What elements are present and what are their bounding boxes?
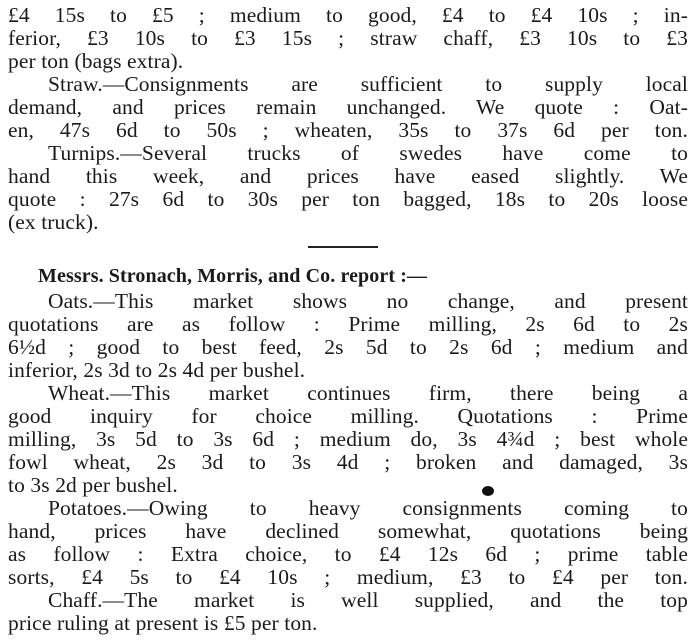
report-heading: Messrs. Stronach, Morris, and Co. report :—: [38, 265, 428, 287]
text-line: 6½d ; good to best feed, 2s 5d to 2s 6d ; medium and: [8, 335, 688, 359]
text-line: milling, 3s 5d to 3s 6d ; medium do, 3s 4¾d ; best whole: [8, 427, 688, 451]
paragraph-turnips: Turnips.—Several trucks of swedes have come to: [48, 141, 688, 165]
text-line: price ruling at present is £5 per ton.: [8, 611, 318, 635]
divider-rule: [308, 246, 378, 248]
text-line: sorts, £4 5s to £4 10s ; medium, £3 to £4 per ton.: [8, 565, 688, 589]
paragraph-wheat: Wheat.—This market continues firm, there being a: [48, 381, 688, 405]
section-divider: [8, 234, 688, 262]
text-line: (ex truck).: [8, 210, 99, 234]
paragraph-straw: Straw.—Consignments are sufficient to supply local: [48, 72, 688, 96]
text-line: quotations are as follow : Prime milling, 2s 6d to 2s: [8, 312, 688, 336]
text-line: hand, prices have declined somewhat, quotations being: [8, 519, 688, 543]
paragraph-potatoes: Potatoes.—Owing to heavy consignments coming to: [48, 496, 688, 520]
text-line: demand, and prices remain unchanged. We quote : Oat-: [8, 95, 688, 119]
text-line: hand this week, and prices have eased slightly. We: [8, 164, 688, 188]
paragraph-chaff: Chaff.—The market is well supplied, and the top: [48, 588, 688, 612]
text-line: fowl wheat, 2s 3d to 3s 4d ; broken and damaged, 3s: [8, 450, 688, 474]
text-line: as follow : Extra choice, to £4 12s 6d ; prime table: [8, 542, 688, 566]
paragraph-oats: Oats.—This market shows no change, and present: [48, 289, 688, 313]
text-line: inferior, 2s 3d to 2s 4d per bushel.: [8, 358, 306, 382]
market-report-article: [8, 4, 688, 635]
text-line: ferior, £3 10s to £3 15s ; straw chaff, £3 10s to £3: [8, 26, 688, 50]
text-line: per ton (bags extra).: [8, 49, 184, 73]
text-line: £4 15s to £5 ; medium to good, £4 to £4 10s ; in-: [8, 3, 688, 27]
ink-speck: [482, 486, 494, 496]
text-line: en, 47s 6d to 50s ; wheaten, 35s to 37s 6d per ton.: [8, 118, 688, 142]
text-line: quote : 27s 6d to 30s per ton bagged, 18s to 20s loose: [8, 187, 688, 211]
text-line: good inquiry for choice milling. Quotations : Prime: [8, 404, 688, 428]
text-line: to 3s 2d per bushel.: [8, 473, 178, 497]
